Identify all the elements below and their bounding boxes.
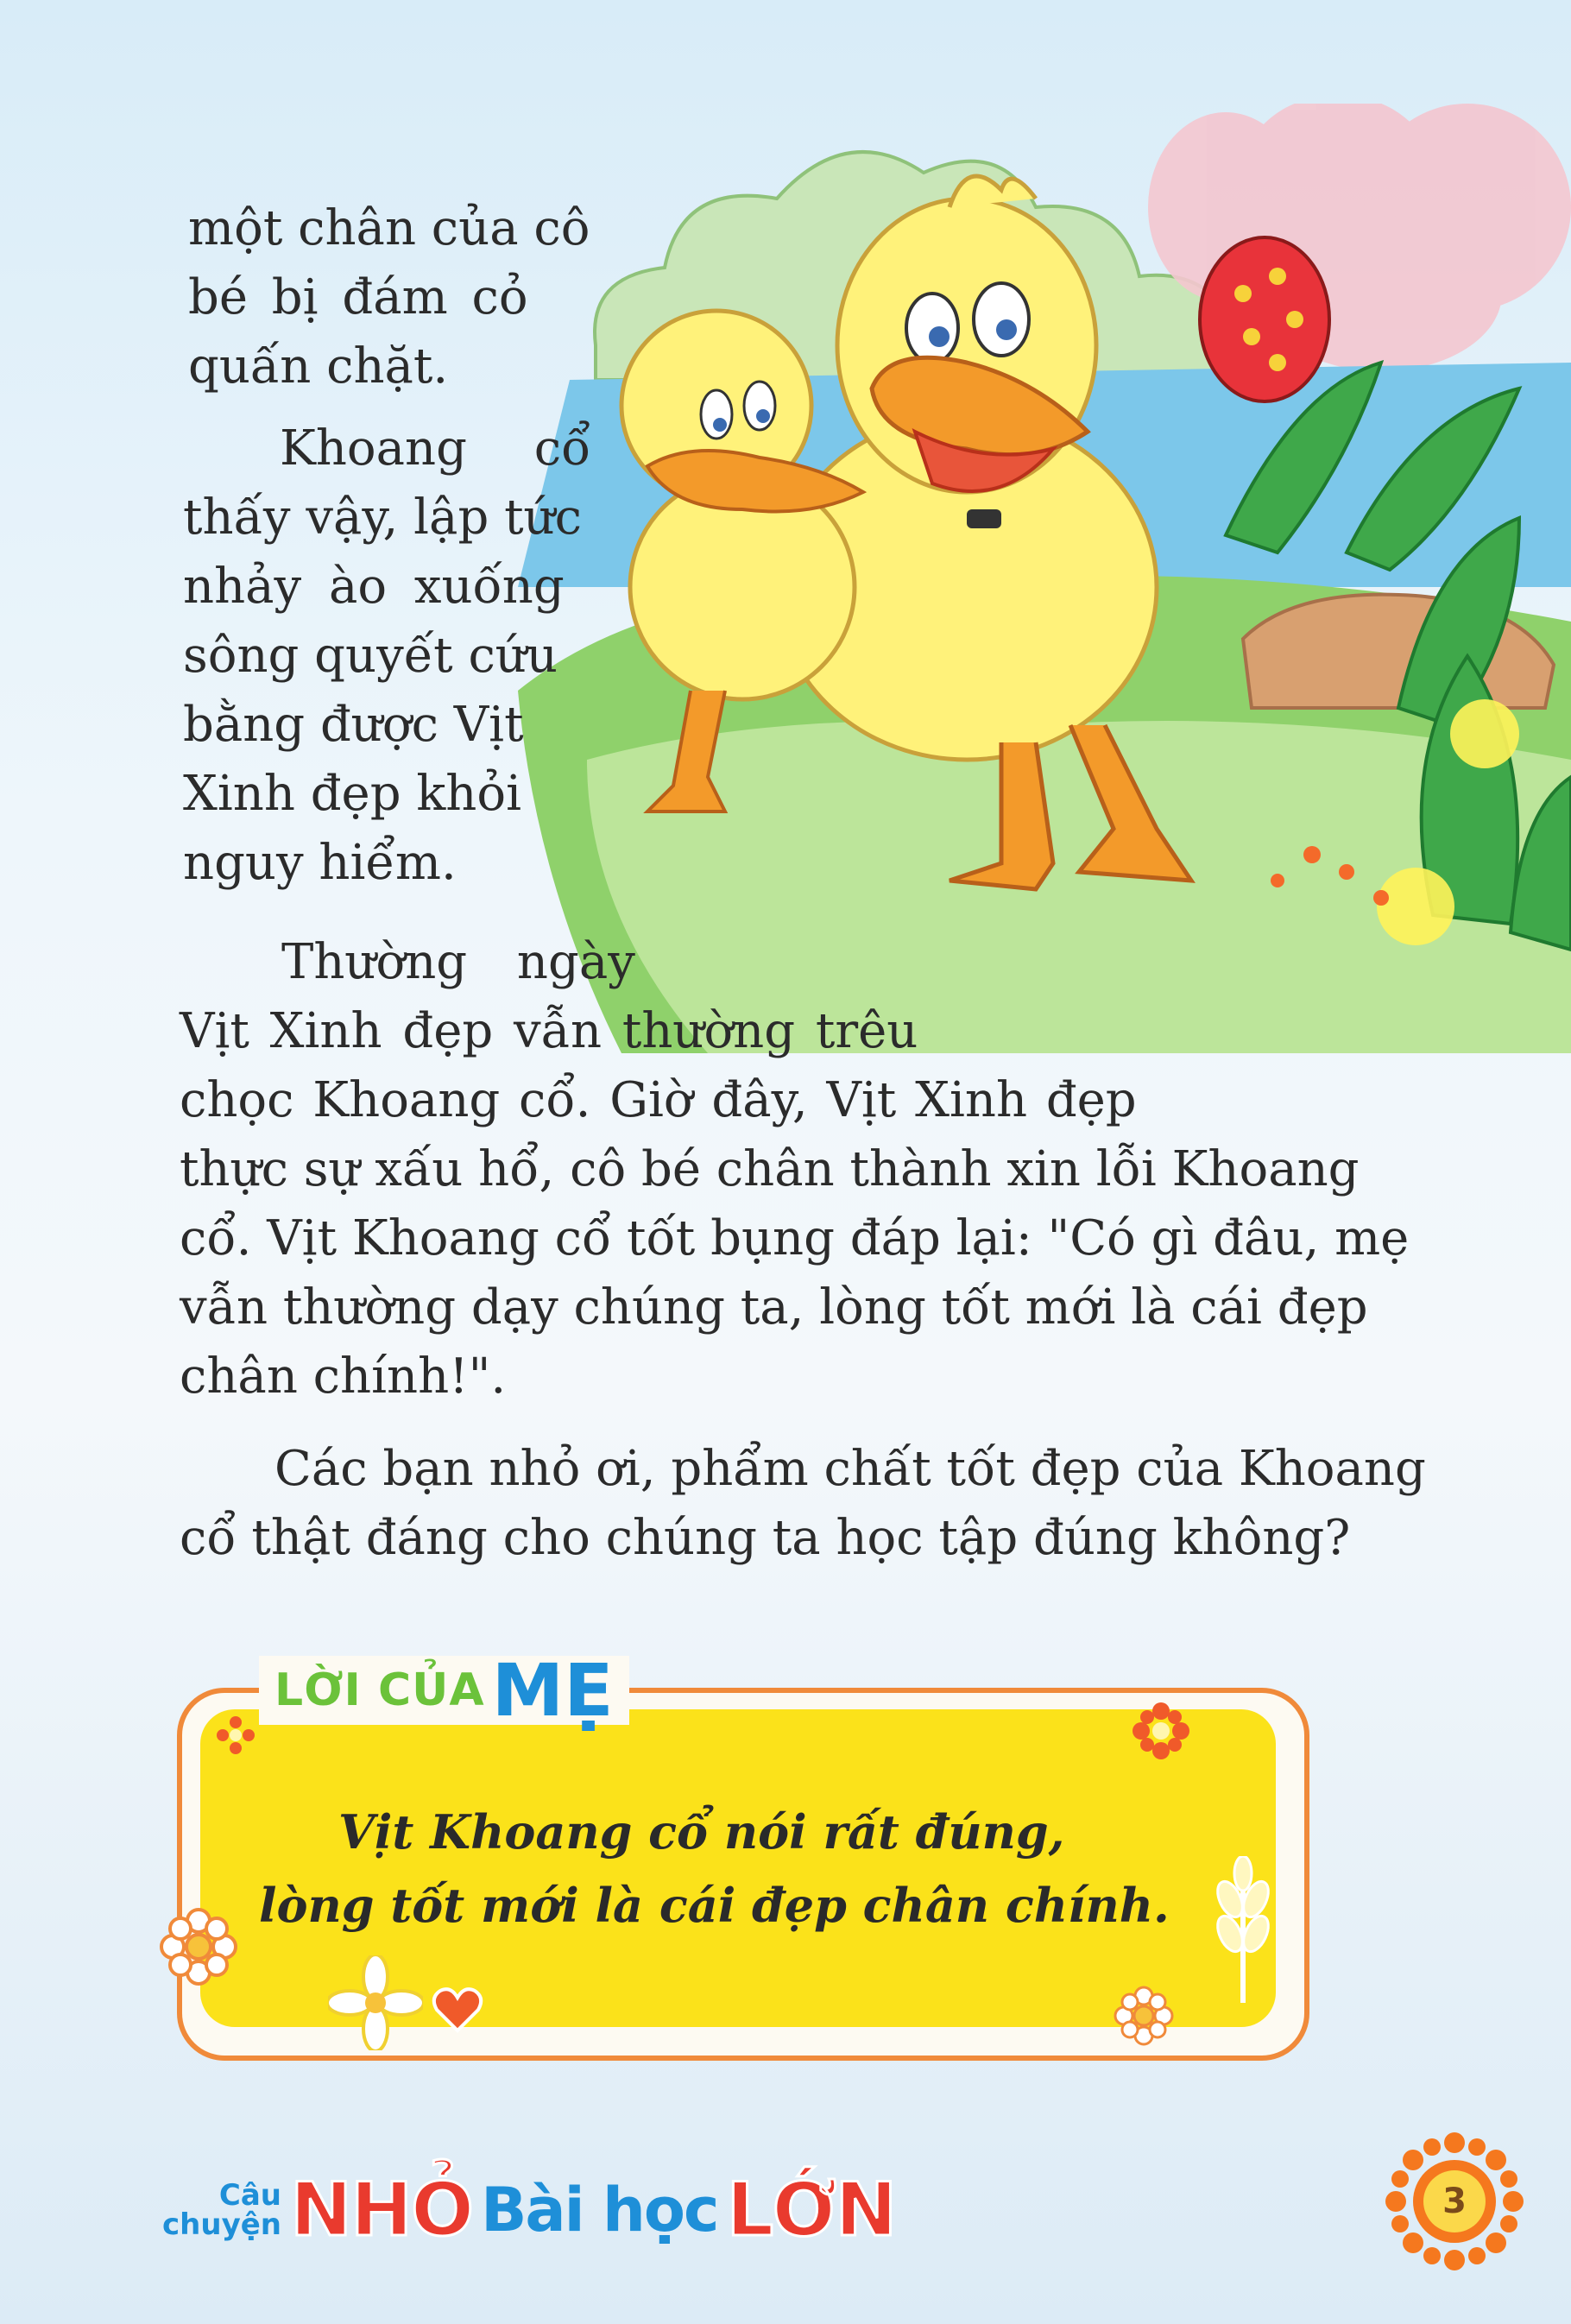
story-line: nguy hiểm. [183, 835, 457, 891]
story-line: chọc Khoang cổ. Giờ đây, Vịt Xinh đẹp [180, 1072, 1137, 1128]
story-line: vẫn thường dạy chúng ta, lòng tốt mới là cái đẹp [180, 1279, 1368, 1336]
wheat-icon [1208, 1856, 1278, 2011]
mom-advice-text: Vịt Khoang cổ nói rất đúng, lòng tốt mới là cái đẹp chân chính. [259, 1804, 1170, 1933]
flower-icon [328, 1955, 423, 2050]
story-paragraph-1 [188, 194, 590, 401]
mom-advice-title [259, 1648, 629, 1733]
story-line: Khoang cổ [280, 420, 591, 477]
story-line: nhảy ào xuống [183, 559, 565, 615]
heart-icon [432, 1986, 483, 2033]
page-number: 3 [1442, 2182, 1467, 2221]
ducks-illustration [518, 104, 1571, 1053]
story-line: quấn chặt. [188, 338, 449, 395]
series-logo [162, 2163, 895, 2258]
story-line: bằng được Vịt [183, 697, 524, 753]
story-paragraph-4 [180, 1435, 1426, 1573]
daisy-icon [1114, 1986, 1174, 2046]
series-word-cau: Câu [218, 2178, 281, 2213]
flower-icon [214, 1714, 257, 1757]
flower-icon [1131, 1701, 1191, 1761]
story-line: sông quyết cứu [183, 628, 558, 684]
story-line: chân chính!". [180, 1348, 507, 1405]
story-line: thực sự xấu hổ, cô bé chân thành xin lỗi Khoang [180, 1141, 1360, 1197]
story-line: Thường ngày [281, 934, 635, 990]
story-paragraph-2 [183, 414, 589, 898]
story-line: Các bạn nhỏ ơi, phẩm chất tốt đẹp của Khoang [274, 1441, 1426, 1497]
series-word-chuyen: chuyện [162, 2207, 281, 2242]
story-line: cổ. Vịt Khoang cổ tốt bụng đáp lại: "Có gì đâu, mẹ [180, 1210, 1410, 1266]
mom-title-prefix: LỜI CỦA [274, 1664, 485, 1716]
series-word-nho: NHỎ [290, 2167, 473, 2253]
story-line: một chân của cô [188, 200, 590, 256]
mom-title-emphasis: MẸ [491, 1648, 614, 1733]
story-line: Xinh đẹp khỏi [183, 766, 521, 822]
story-line: cổ thật đáng cho chúng ta học tập đúng không? [180, 1510, 1351, 1566]
story-paragraph-3 [180, 928, 1410, 1411]
series-logo-small-text [162, 2178, 281, 2242]
story-line: thấy vậy, lập tức [183, 489, 583, 546]
story-line: bé bị đám cỏ [188, 269, 528, 325]
daisy-icon [160, 1908, 237, 1986]
series-word-lon: LỚN [726, 2167, 896, 2253]
story-line: Vịt Xinh đẹp vẫn thường trêu [180, 1003, 918, 1059]
series-word-bai-hoc: Bài học [481, 2175, 718, 2245]
